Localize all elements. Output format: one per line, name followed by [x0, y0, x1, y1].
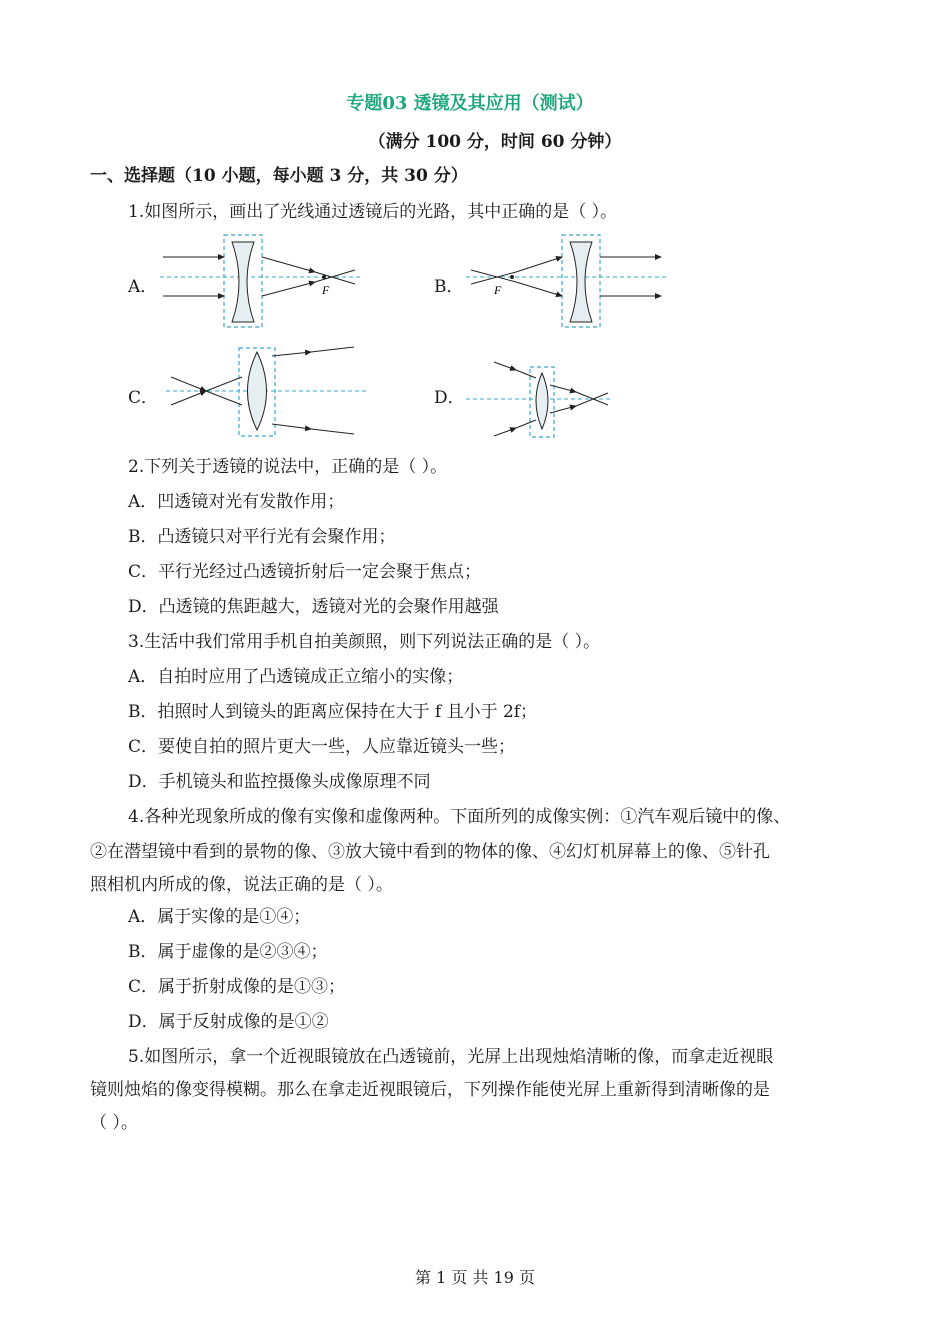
- question-5-stem-line-1: 5.如图所示，拿一个近视眼镜放在凸透镜前，光屏上出现烛焰清晰的像，而拿走近视眼: [128, 1047, 774, 1067]
- question-2-option-b: B．凸透镜只对平行光有会聚作用；: [128, 527, 396, 547]
- question-4-option-c: C．属于折射成像的是①③；: [128, 977, 346, 997]
- question-5-stem-line-3: （ ）。: [90, 1113, 138, 1133]
- question-4-option-a: A．属于实像的是①④；: [128, 907, 311, 927]
- figure-label-c: C．: [128, 388, 159, 408]
- section-heading: 一、选择题（10 小题，每小题 3 分，共 30 分）: [90, 166, 468, 186]
- question-3-option-c: C．要使自拍的照片更大一些，人应靠近镜头一些；: [128, 737, 516, 757]
- focus-label: F: [322, 283, 330, 297]
- question-4-option-b: B．属于虚像的是②③④；: [128, 942, 328, 962]
- question-3-option-b: B．拍照时人到镜头的距离应保持在大于 f 且小于 2f；: [128, 702, 538, 722]
- question-2-option-c: C．平行光经过凸透镜折射后一定会聚于焦点；: [128, 562, 482, 582]
- page-title: 专题03 透镜及其应用（测试）: [346, 93, 594, 114]
- figure-label-b: B．: [434, 277, 464, 297]
- focus-label: F: [494, 283, 502, 297]
- question-2-stem: 2.下列关于透镜的说法中，正确的是（ ）。: [128, 457, 448, 477]
- question-3-option-d: D．手机镜头和监控摄像头成像原理不同: [128, 772, 431, 792]
- question-2-option-d: D．凸透镜的焦距越大，透镜对光的会聚作用越强: [128, 597, 499, 617]
- page-footer: 第 1 页 共 19 页: [415, 1268, 535, 1287]
- question-4-option-d: D．属于反射成像的是①②: [128, 1012, 329, 1032]
- figure-label-d: D．: [434, 388, 465, 408]
- figure-b-concave-lens-diagram: [466, 232, 666, 332]
- question-2-option-a: A．凹透镜对光有发散作用；: [128, 492, 345, 512]
- figure-c-convex-lens-diagram: [166, 344, 366, 440]
- question-3-option-a: A．自拍时应用了凸透镜成正立缩小的实像；: [128, 667, 464, 687]
- question-3-stem: 3.生活中我们常用手机自拍美颜照，则下列说法正确的是（ ）。: [128, 632, 601, 652]
- question-4-stem-line-3: 照相机内所成的像，说法正确的是（ ）。: [90, 875, 393, 895]
- question-5-stem-line-2: 镜则烛焰的像变得模糊。那么在拿走近视眼镜后，下列操作能使光屏上重新得到清晰像的是: [90, 1080, 770, 1100]
- question-4-stem-line-1: 4.各种光现象所成的像有实像和虚像两种。下面所列的成像实例：①汽车观后镜中的像、: [128, 807, 791, 827]
- question-4-stem-line-2: ②在潜望镜中看到的景物的像、③放大镜中看到的物体的像、④幻灯机屏幕上的像、⑤针孔: [90, 842, 770, 862]
- figure-label-a: A．: [128, 277, 158, 297]
- question-1-stem: 1.如图所示，画出了光线通过透镜后的光路，其中正确的是（ ）。: [128, 202, 618, 222]
- page-subtitle: （满分 100 分，时间 60 分钟）: [368, 132, 622, 152]
- figure-a-concave-lens-diagram: [160, 232, 360, 332]
- figure-d-convex-lens-diagram: [466, 356, 616, 440]
